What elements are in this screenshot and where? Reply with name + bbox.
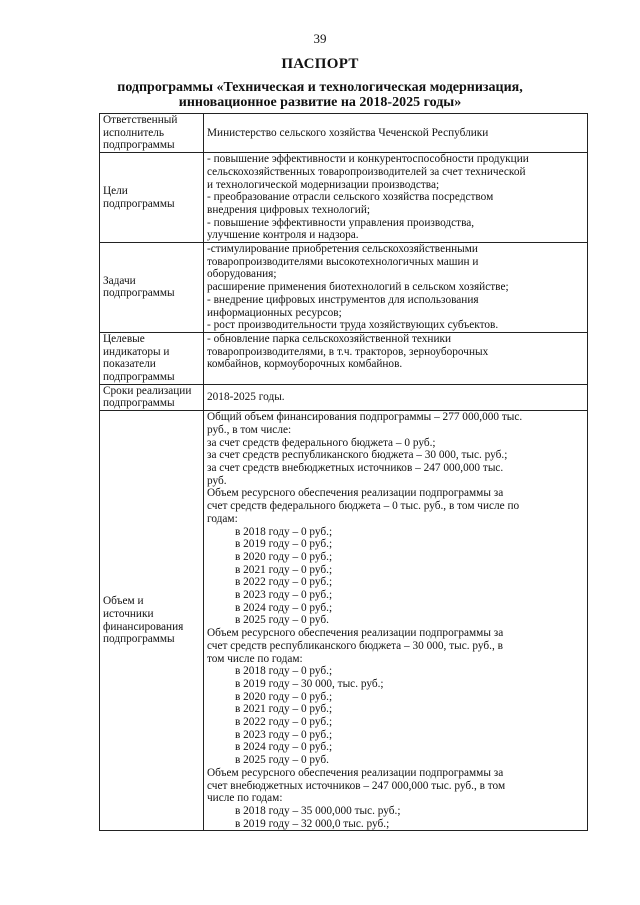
value-line: и технологической модернизации производства; [207,178,440,191]
value-line: Общий объем финансирования подпрограммы – 277 000,000 тыс. [207,411,523,424]
republic-intro-line: Объем ресурсного обеспечения реализации подпрограммы за [207,627,504,640]
row-label-indicators [100,332,204,384]
label-line: Задачи [103,274,136,287]
label-line: исполнитель [103,126,165,139]
row-value-goals [204,153,588,243]
label-line: Объем и [103,595,144,608]
extrabudget-year-line: в 2018 году – 35 000,000 тыс. руб.; [235,804,401,817]
value-line: улучшение контроля и надзора. [207,229,359,242]
federal-year-line: в 2024 году – 0 руб.; [235,601,333,614]
document-title: ПАСПОРТ [281,56,359,72]
federal-year-line: в 2022 году – 0 руб.; [235,576,333,589]
table-row [100,153,588,243]
value-line: комбайнов, кормоуборочных комбайнов. [207,358,403,371]
row-label-tasks [100,243,204,333]
row-value-tasks [204,243,588,333]
federal-year-line: в 2023 году – 0 руб.; [235,589,333,602]
passport-table [99,113,588,831]
table-row [100,243,588,333]
value-line: - повышение эффективности и конкурентоспособности продукции [207,153,529,166]
republic-year-line: в 2019 году – 30 000, тыс. руб.; [235,677,384,690]
republic-year-line: в 2020 году – 0 руб.; [235,690,333,703]
value-line: руб., в том числе: [207,423,292,436]
row-value-responsible [204,114,588,153]
federal-year-line: в 2021 году – 0 руб.; [235,563,333,576]
value-line: за счет средств республиканского бюджета – 30 000, тыс. руб.; [207,449,508,462]
value-line: за счет средств федерального бюджета – 0 руб.; [207,436,436,449]
value-line: годам: [207,512,238,525]
value-line: оборудования; [207,268,277,281]
value-line: Министерство сельского хозяйства Чеченской Республики [207,126,489,139]
value-line: - повышение эффективности управления производства, [207,216,475,229]
row-value-funding [204,411,588,831]
extrabudget-intro-line: Объем ресурсного обеспечения реализации подпрограммы за [207,766,504,779]
label-line: Цели [103,184,128,197]
row-value-period [204,384,588,410]
subtitle-line: инновационное развитие на 2018-2025 годы» [178,95,462,110]
value-line: за счет средств внебюджетных источников – 247 000,000 тыс. [207,461,504,474]
value-line: информационных ресурсов; [207,306,342,319]
label-line: Целевые [103,332,145,345]
row-label-responsible [100,114,204,153]
label-line: Ответственный [103,114,178,126]
table-row [100,332,588,384]
row-label-period [100,384,204,410]
value-line: - рост производительности труда хозяйствующих субъектов. [207,319,499,332]
value-line: внедрения цифровых технологий; [207,203,371,216]
label-line: подпрограммы [103,197,175,210]
label-line: подпрограммы [103,397,175,410]
republic-year-line: в 2023 году – 0 руб.; [235,728,333,741]
federal-year-line: в 2018 году – 0 руб.; [235,525,333,538]
republic-year-line: в 2025 году – 0 руб. [235,754,329,767]
value-line: руб. [207,474,227,487]
value-line: -стимулирование приобретения сельскохозяйственными [207,243,478,256]
value-line: - преобразование отрасли сельского хозяйства посредством [207,191,494,204]
page-number: 39 [313,31,327,46]
row-label-funding [100,411,204,831]
row-value-indicators [204,332,588,384]
republic-year-line: в 2021 году – 0 руб.; [235,703,333,716]
value-line: - обновление парка сельскохозяйственной техники [207,332,452,345]
value-line: товаропроизводителями, в т.ч. тракторов, зерноуборочных [207,345,489,358]
value-line: Объем ресурсного обеспечения реализации подпрограммы за [207,487,504,500]
table-row [100,411,588,831]
label-line: подпрограммы [103,287,175,300]
republic-year-line: в 2022 году – 0 руб.; [235,716,333,729]
label-line: показатели [103,358,156,371]
subtitle-line: подпрограммы «Техническая и технологическая модернизация, [117,80,523,95]
value-line: сельскохозяйственных товаропроизводителей за счет технической [207,165,526,178]
document-subtitle [90,80,550,110]
federal-year-line: в 2020 году – 0 руб.; [235,550,333,563]
label-line: индикаторы и [103,345,170,358]
republic-intro-line: счет средств республиканского бюджета – 30 000, тыс. руб., в [207,639,503,652]
republic-year-line: в 2024 году – 0 руб.; [235,741,333,754]
row-label-goals [100,153,204,243]
value-line: 2018-2025 годы. [207,391,285,404]
extrabudget-year-line: в 2019 году – 32 000,0 тыс. руб.; [235,817,390,830]
label-line: подпрограммы [103,371,175,384]
value-line: - внедрение цифровых инструментов для использования [207,293,479,306]
republic-intro-line: том числе по годам: [207,652,303,665]
label-line: подпрограммы [103,139,175,152]
label-line: Сроки реализации [103,384,192,397]
table-row [100,384,588,410]
federal-year-line: в 2025 году – 0 руб. [235,614,329,627]
republic-year-line: в 2018 году – 0 руб.; [235,665,333,678]
value-line: счет средств федерального бюджета – 0 тыс. руб., в том числе по [207,500,520,513]
value-line: товаропроизводителями высокотехнологичных машин и [207,255,479,268]
extrabudget-intro-line: счет внебюджетных источников – 247 000,000 тыс. руб., в том [207,779,506,792]
label-line: финансирования [103,620,184,633]
federal-year-line: в 2019 году – 0 руб.; [235,538,333,551]
value-line: расширение применения биотехнологий в сельском хозяйстве; [207,281,509,294]
extrabudget-intro-line: числе по годам: [207,792,283,805]
label-line: источники [103,608,154,621]
label-line: подпрограммы [103,633,175,646]
table-row [100,114,588,153]
